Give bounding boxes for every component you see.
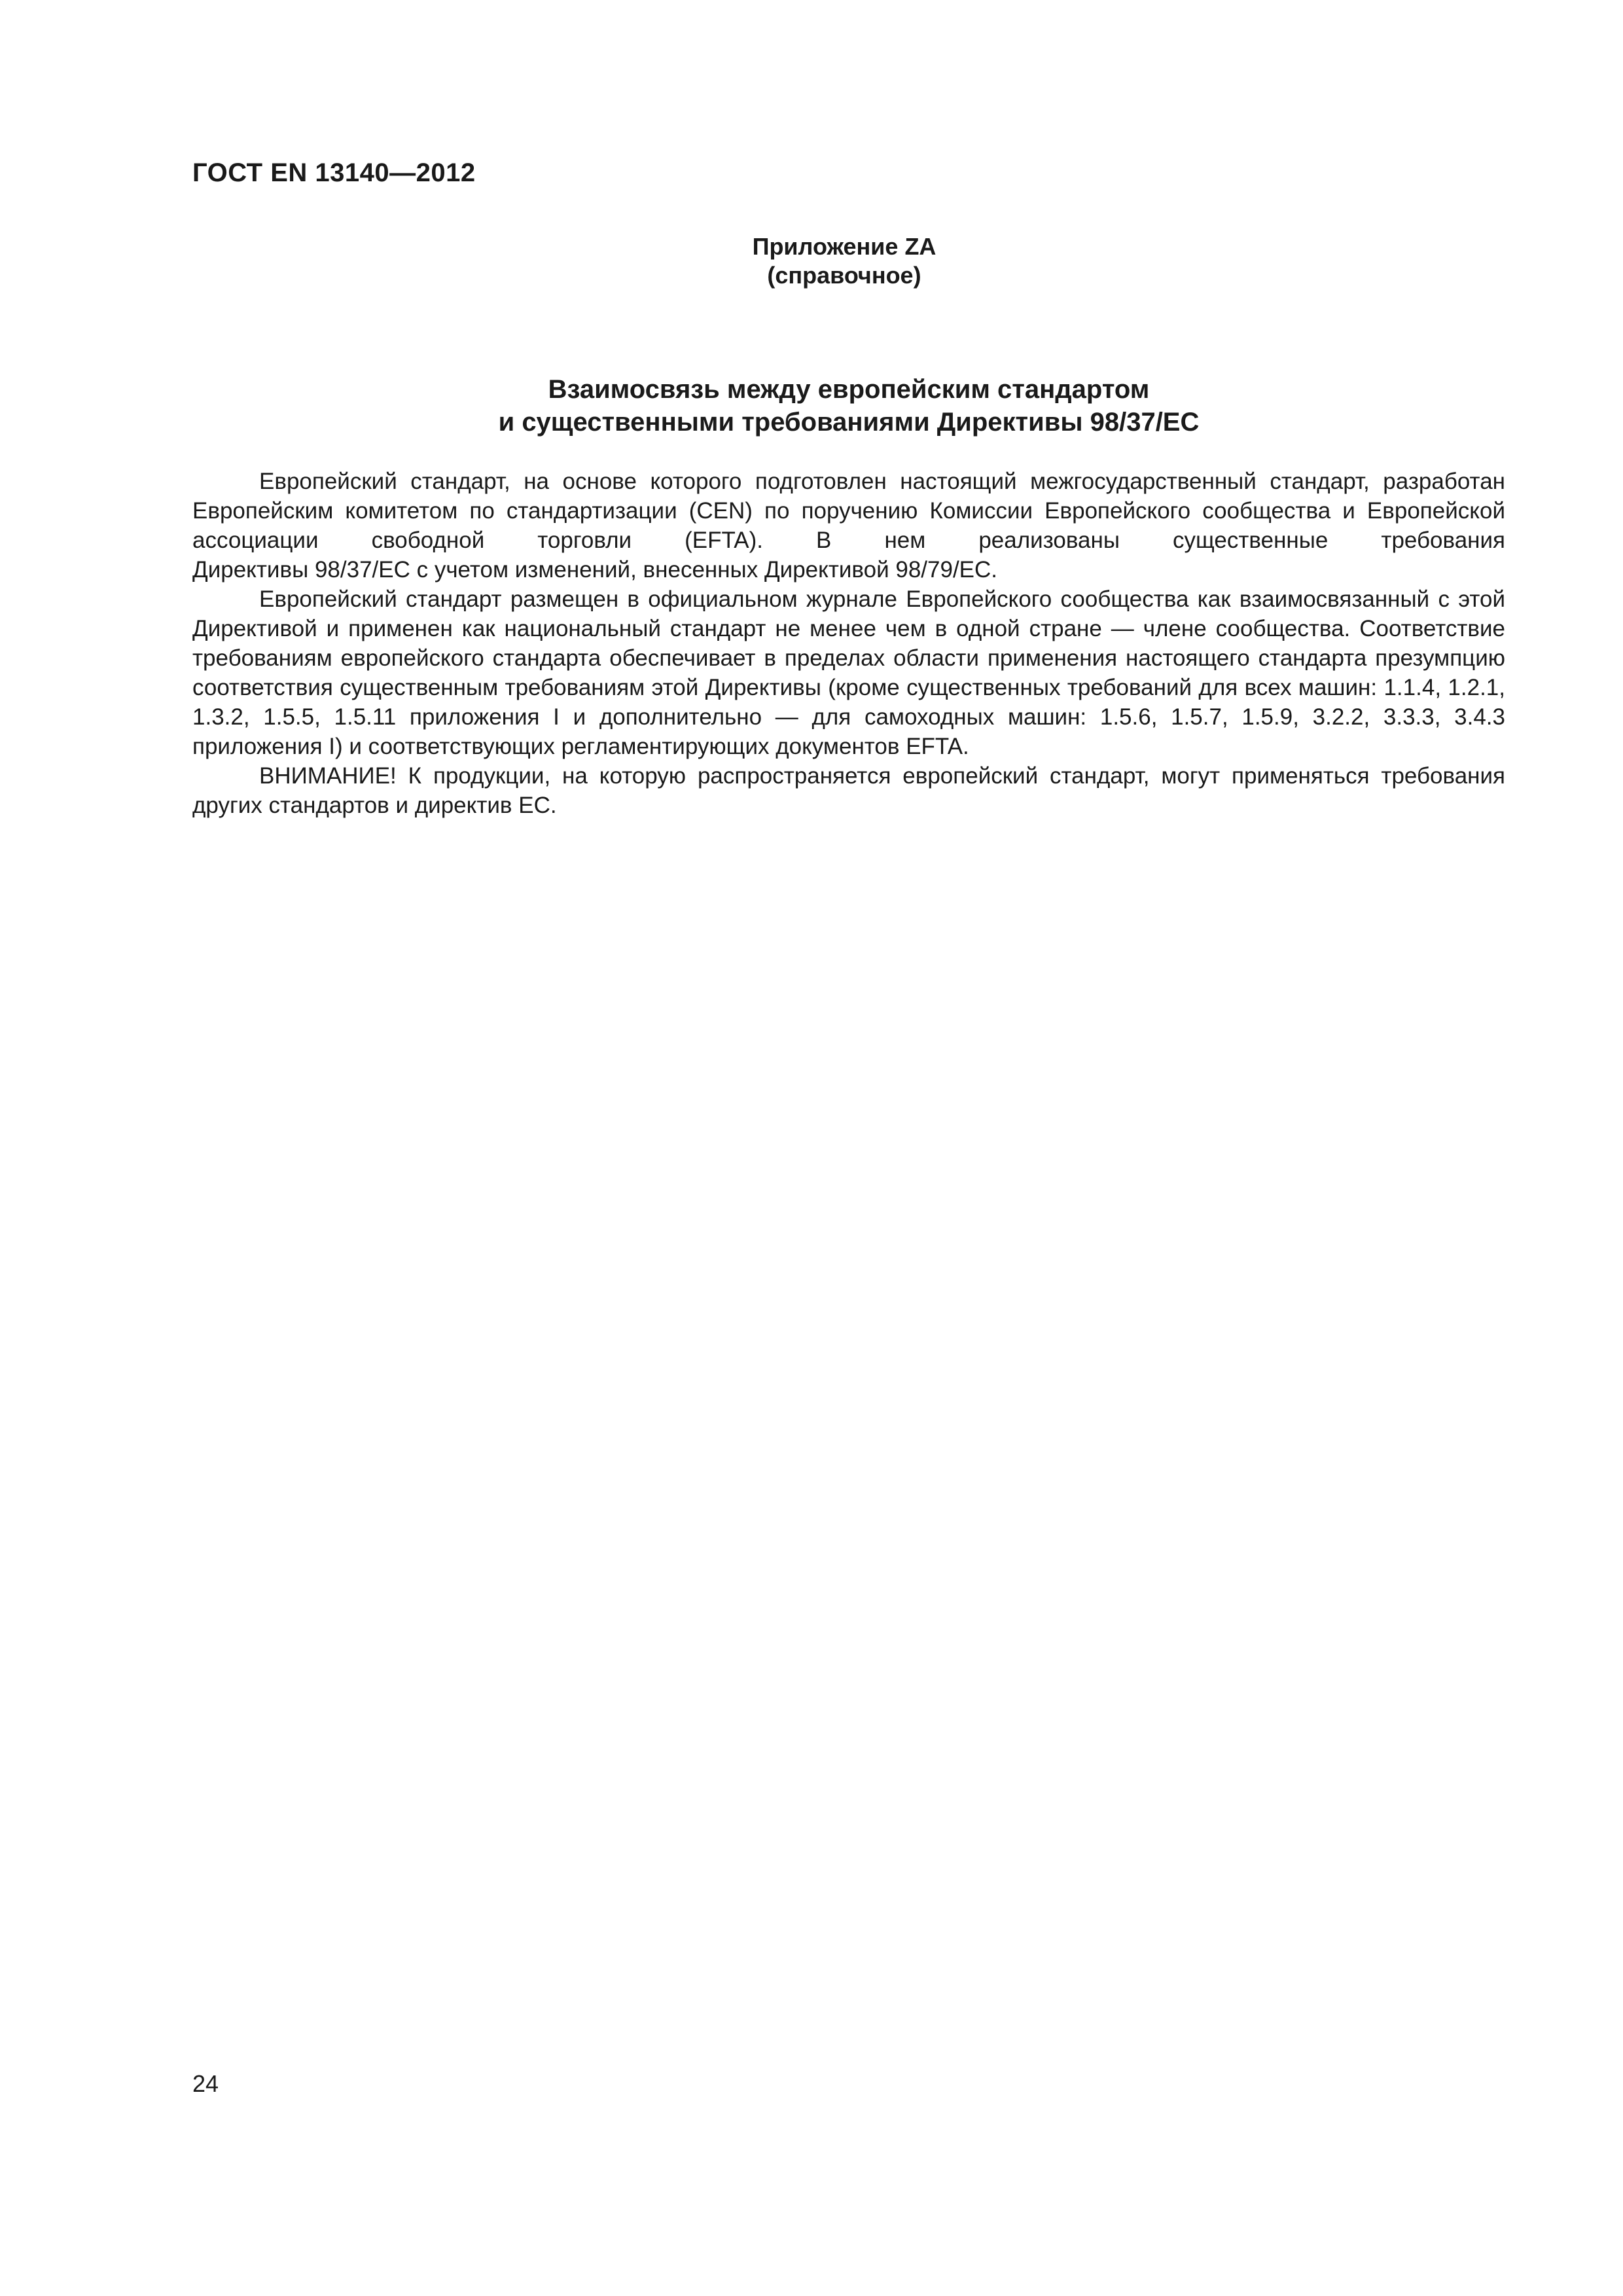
document-header: ГОСТ EN 13140—2012 <box>192 158 476 187</box>
annex-status: (справочное) <box>767 262 921 289</box>
annex-title-line-1: Взаимосвязь между европейским стандартом <box>548 375 1150 404</box>
paragraph-1-part-b: Директивы 98/37/ЕС с учетом изменений, внесенных Директивой 98/79/ЕС. <box>192 557 998 583</box>
paragraph-3: ВНИМАНИЕ! К продукции, на которую распространяется европейский стандарт, могут применяться требования других стандартов и директив ЕС. <box>192 763 1505 818</box>
annex-title-line-2: и существенными требованиями Директивы 98/37/ЕС <box>498 408 1200 437</box>
paragraph-1-part-a: Европейский стандарт, на основе которого подготовлен настоящий межгосударственный стандарт, разработан Европейским комитетом по стандартизации (CEN) по поручению Комиссии Европейского сообщества и Европейской ассоциации свободной торговли (EFTA). В нем реализованы существенные требования <box>192 469 1505 553</box>
paragraph-2: Европейский стандарт размещен в официальном журнале Европейского сообщества как взаимосвязанный с этой Директивой и применен как национальный стандарт не менее чем в одной стране — члене сообщества. Соответствие требованиям европейского стандарта обеспечивает в пределах области применения настоящего стандарта презумпцию соответствия существенным требованиям этой Директивы (кроме существенных требований для всех машин: 1.1.4, 1.2.1, 1.3.2, 1.5.5, 1.5.11 приложения I и дополнительно — для самоходных машин: 1.5.6, 1.5.7, 1.5.9, 3.2.2, 3.3.3, 3.4.3 приложения I) и соответствующих регламентирующих документов EFTA. <box>192 586 1505 759</box>
annex-label: Приложение ZA <box>752 233 936 260</box>
page-number: 24 <box>192 2070 219 2097</box>
annex-heading <box>0 232 1623 290</box>
annex-body <box>192 467 1505 820</box>
annex-title <box>192 373 1505 439</box>
